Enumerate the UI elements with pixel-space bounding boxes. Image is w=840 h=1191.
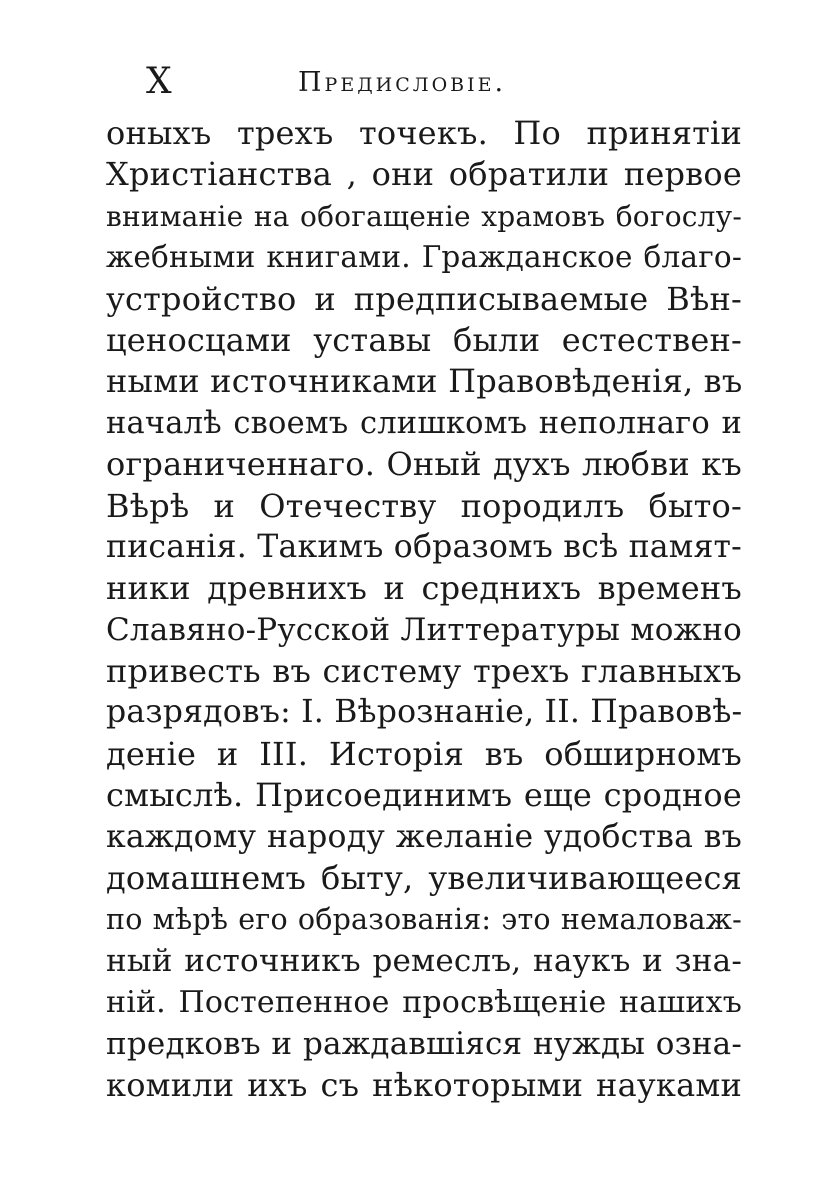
text-line: ценосцами уставы были естествен- xyxy=(106,320,742,359)
text-line: каждому народу желаніе удобства въ xyxy=(106,818,742,855)
text-line: устройство и предписываемые Вѣн- xyxy=(106,279,742,318)
text-line: Вѣрѣ и Отечеству породилъ быто- xyxy=(106,486,742,525)
text-line: ограниченнаго. Оный духъ любви къ xyxy=(106,445,742,484)
text-line: Славяно-Русской Литтературы можно xyxy=(106,611,742,648)
body-text xyxy=(106,113,742,1106)
text-line: жебными книгами. Гражданское благо- xyxy=(106,240,742,275)
text-line: оныхъ трехъ точекъ. По принятіи xyxy=(106,114,742,152)
running-head: Предисловіе. xyxy=(298,67,507,98)
page-number: X xyxy=(146,61,173,102)
text-line: комили ихъ съ нѣкоторыми науками xyxy=(106,1065,742,1104)
text-line: деніе и III. Исторія въ обширномъ xyxy=(106,734,742,773)
text-line: вниманіе на обогащеніе храмовъ богослу- xyxy=(106,199,742,233)
text-line: ники древнихъ и среднихъ временъ xyxy=(106,569,742,608)
text-line: началѣ своемъ слишкомъ неполнаго и xyxy=(106,405,742,441)
text-line: ный источникъ ремеслъ, наукъ и зна- xyxy=(106,942,742,979)
text-line: ными источниками Правовѣденія, въ xyxy=(106,362,743,401)
text-line: привесть въ систему трехъ главныхъ xyxy=(106,652,742,691)
text-line: по мѣрѣ его образованія: это немаловаж- xyxy=(106,903,742,937)
text-line: Христіанства , они обратили первое xyxy=(106,155,742,194)
text-line: домашнемъ быту, увеличивающееся xyxy=(106,859,742,898)
text-line: разрядовъ: I. Вѣрознаніе, II. Правовѣ- xyxy=(106,694,743,731)
text-line: предковъ и раждавшіяся нужды озна- xyxy=(106,1025,742,1062)
text-line: ній. Постепенное просвѣщеніе нашихъ xyxy=(106,985,742,1021)
text-line: смыслѣ. Присоединимъ еще сродное xyxy=(106,776,742,815)
text-line: писанія. Такимъ образомъ всѣ памят- xyxy=(106,528,742,565)
